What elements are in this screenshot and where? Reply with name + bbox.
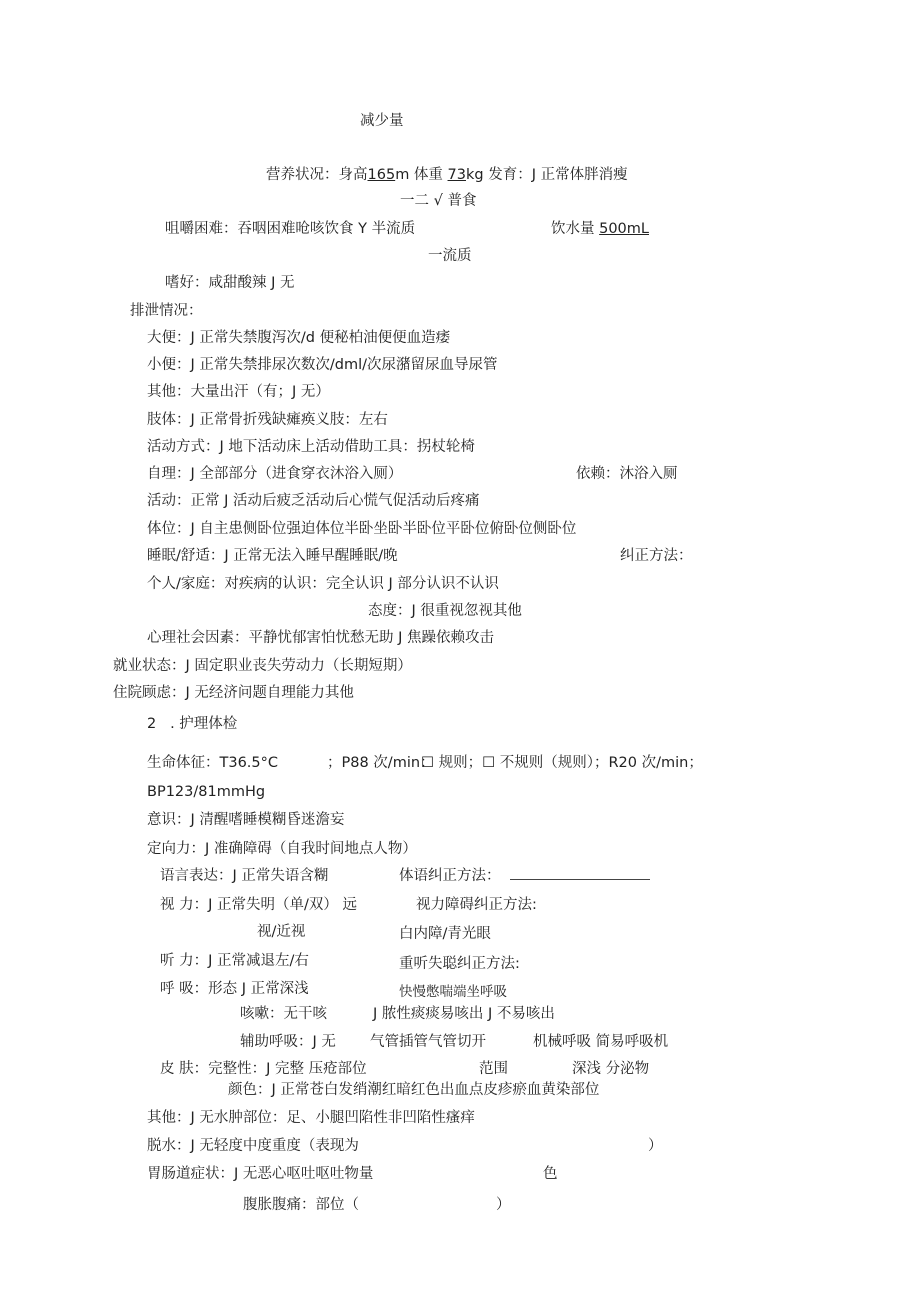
intubation-line: 气管插管气管切开: [370, 1034, 486, 1050]
body-language-blank: [510, 867, 650, 880]
abdomen-line: 腹胀腹痛：部位（: [243, 1197, 359, 1213]
nutrition-weight-label: m 体重: [395, 167, 443, 183]
height-value: 165: [367, 167, 396, 183]
section-2-number: 2: [147, 716, 157, 732]
assist-breath-line: 辅助呼吸：J 无: [240, 1034, 336, 1050]
edema-line: 其他：J 无水肿部位：足、小腿凹陷性非凹陷性瘙痒: [147, 1110, 475, 1126]
vitals-pulse: ；P88 次/min：: [327, 755, 435, 771]
hearing-line: 听 力：J 正常减退左/右: [160, 953, 309, 969]
sputum-line: J 脓性痰痰易咳出 J 不易咳出: [373, 1006, 555, 1022]
abdomen-close: ）: [496, 1197, 511, 1213]
water-label: 饮水量: [551, 221, 595, 237]
limb-line: 肢体：J 正常骨折残缺瘫痪义肢：左右: [147, 412, 388, 428]
vision-line: 视 力：J 正常失明（单/双） 远: [160, 897, 357, 913]
breath-pattern: 快慢憋喘端坐呼吸: [399, 984, 507, 1000]
water-value: 500mL: [599, 221, 649, 237]
vision-fix-line: 视力障碍纠正方法:: [416, 897, 537, 913]
concern-line: 住院顾虑：J 无经济问题自理能力其他: [113, 685, 354, 701]
breath-line: 呼 吸：形态 J 正常深浅: [160, 981, 309, 997]
family-line: 个人/家庭：对疾病的认识：完全认识 J 部分认识不认识: [147, 576, 499, 592]
stool-line: 大便：J 正常失禁腹泻次/d 便秘柏油便便血造痿: [147, 330, 451, 346]
selfcare-line: 自理：J 全部部分（进食穿衣沐浴入厕）: [147, 466, 403, 482]
ventilator-line: 机械呼吸 简易呼吸机: [533, 1034, 669, 1050]
hobby-line: 嗜好：咸甜酸辣 J 无: [165, 275, 295, 291]
vitals-rhythm: ☐ 规则；☐ 不规则（规则）；R20 次/min；: [421, 755, 703, 771]
section-2-heading: [147, 714, 237, 734]
blood-pressure: BP123/81mmHg: [147, 784, 266, 800]
text-reduce: 减少量: [360, 113, 404, 129]
cough-line: 咳嗽：无干咳: [240, 1006, 327, 1022]
sweat-line: 其他：大量出汗（有；J 无）: [147, 384, 330, 400]
speech-line: 语言表达：J 正常失语含糊: [160, 868, 329, 884]
sleep-line: 睡眠/舒适：J 正常无法入睡早醒睡眠/晚: [147, 548, 398, 564]
consciousness-line: 意识：J 清醒嗜睡模糊昏迷澹妄: [147, 812, 345, 828]
psych-line: 心理社会因素：平静忧郁害怕忧愁无助 J 焦躁依赖攻击: [147, 630, 494, 646]
skin-line: 皮 肤：完整性：J 完整 压疮部位: [160, 1061, 367, 1077]
dependence-line: 依赖：沐浴入厕: [576, 466, 678, 482]
urine-line: 小便：J 正常失禁排尿次数次/dml/次尿潴留尿血导尿管: [147, 357, 498, 373]
orientation-line: 定向力：J 准确障碍（自我时间地点人物）: [147, 841, 417, 857]
chew-line: 咀嚼困难：吞咽困难呛咳饮食 Y 半流质: [165, 221, 416, 237]
sleep-correction: 纠正方法：: [620, 548, 693, 564]
body-language-label: 体语纠正方法：: [399, 868, 501, 884]
diet-general: 一二 √ 普食: [400, 193, 477, 209]
body-language-line: [399, 866, 650, 886]
posture-line: 体位：J 自主患侧卧位强迫体位半卧坐卧半卧位平卧位俯卧位侧卧位: [147, 521, 577, 537]
hearing-fix-line: 重听失聪纠正方法:: [399, 956, 520, 972]
nutrition-development: kg 发育：J 正常体胖消瘦: [465, 167, 628, 183]
gi-color: 色: [543, 1166, 558, 1182]
gi-line: 胃肠道症状：J 无恶心呕吐呕吐物量: [147, 1166, 374, 1182]
skin-color-line: 颜色：J 正常苍白发绡潮红暗红色出血点皮疹瘀血黄染部位: [228, 1082, 600, 1098]
weight-value: 73: [447, 167, 466, 183]
cataract-line: 白内障/青光眼: [399, 926, 491, 942]
skin-depth: 深浅 分泌物: [572, 1061, 650, 1077]
vitals-temp: 生命体征：T36.5°C: [147, 755, 279, 771]
section-2-title: . 护理体检: [170, 716, 238, 732]
dehydration-line: 脱水：J 无轻度中度重度（表现为: [147, 1138, 359, 1154]
activity-line: 活动：正常 J 活动后疲乏活动后心慌气促活动后疼痛: [147, 493, 480, 509]
vision-near: 视/近视: [257, 924, 306, 940]
activity-mode-line: 活动方式：J 地下活动床上活动借助工具：拐杖轮椅: [147, 439, 475, 455]
skin-range: 范围: [479, 1061, 508, 1077]
dehydration-close: ）: [648, 1138, 663, 1154]
attitude-line: 态度：J 很重视忽视其他: [368, 603, 522, 619]
nutrition-label: 营养状况：身高: [266, 167, 368, 183]
diet-liquid: 一流质: [428, 248, 472, 264]
excretion-heading: 排泄情况：: [130, 303, 203, 319]
employment-line: 就业状态：J 固定职业丧失劳动力（长期短期）: [113, 658, 412, 674]
water-line: [551, 219, 649, 239]
nutrition-line: [266, 165, 628, 185]
